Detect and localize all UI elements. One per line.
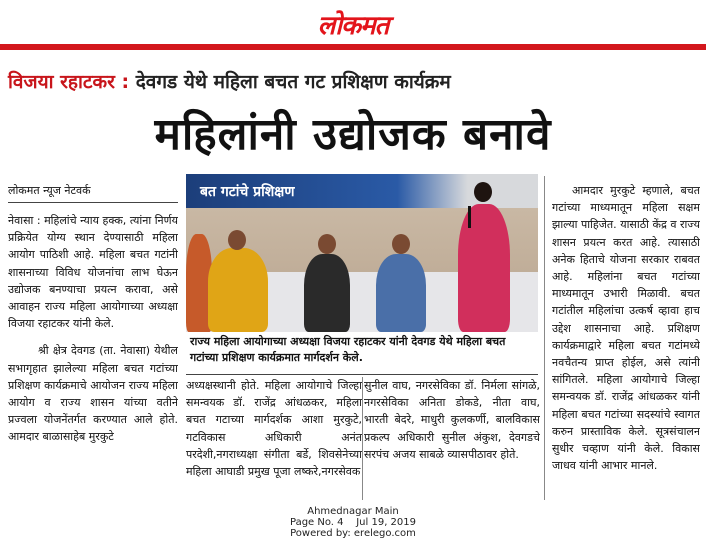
person-shape <box>304 254 350 332</box>
article-column-1 <box>8 212 178 500</box>
person-shape <box>458 204 510 332</box>
article-kicker <box>8 68 451 94</box>
article-byline: लोकमत न्यूज नेटवर्क <box>8 184 91 197</box>
column-divider <box>544 176 545 500</box>
person-head-shape <box>392 234 410 254</box>
article-headline: महिलांनी उद्योजक बनावे <box>154 109 552 160</box>
column-2-paragraph: अध्यक्षस्थानी होते. महिला आयोगाचे जिल्हा समन्वयक डॉ. राजेंद्र आंधळकर, महिला बचत गटाच्या मार्गदर्शक आशा मुरकुटे, गटविकास अधिकारी अनंत परदेशी,नगराध्यक्षा संगीता बर्डे, शिवसेनेच्या महिला आघाडी प्रमुख पूजा लष्करे,नगरसेवक <box>186 379 362 479</box>
microphone-shape <box>468 206 471 228</box>
article-column-4 <box>552 182 700 500</box>
photo-caption: राज्य महिला आयोगाच्या अध्यक्षा विजया रहाटकर यांनी देवगड येथे महिला बचत गटांच्या प्रशिक्षण कार्यक्रमात मार्गदर्शन केले. <box>190 335 506 364</box>
article-column-2 <box>186 377 362 500</box>
byline-rule <box>8 202 178 203</box>
column-1-paragraph-2: श्री क्षेत्र देवगड (ता. नेवासा) येथील सभागृहात झालेल्या महिला बचत गटांच्या प्रशिक्षण कार्यक्रमाचे आयोजन राज्य महिला आयोग व राज्य शासन यांच्या वतीने प्रज्वला योजनेंतर्गत करण्यात आले होते. आमदार बाळासाहेब मुरकुटे <box>8 344 178 444</box>
person-shape <box>376 254 426 332</box>
masthead-rule <box>0 44 706 50</box>
column-divider <box>362 377 363 500</box>
masthead <box>0 0 706 46</box>
article-column-3 <box>364 377 540 500</box>
person-head-shape <box>474 182 492 202</box>
photo-banner-text: बत गटांचे प्रशिक्षण <box>200 184 295 200</box>
kicker-text: देवगड येथे महिला बचत गट प्रशिक्षण कार्यक्रम <box>135 71 451 93</box>
lokmat-logo: लोकमत <box>317 11 389 41</box>
column-1-paragraph-1: नेवासा : महिलांचे न्याय हक्क, त्यांना निर्णय प्रक्रियेत योग्य स्थान देण्यासाठी महिला आयोग पाठिशी आहे. महिला बचत गटांनी शासनाच्या विविध योजनांचा लाभ घेऊन उद्योजक बनण्याचा प्रयत्न करावा, असे आवाहन राज्य महिला आयोगाच्या अध्यक्षा विजया रहाटकर यांनी केले. <box>8 214 178 331</box>
footer-page-date: Page No. 4 Jul 19, 2019 <box>289 517 417 528</box>
column-4-paragraph: आमदार मुरकुटे म्हणाले, बचत गटांच्या माध्यमातून महिला सक्षम झाल्या पाहिजेत. यासाठी केंद्र व राज्य शासन प्रयत्न करत आहे. त्यासाठी अनेक हिताचे योजना सरकार राबवत आहे. महिलांना बचत गटांच्या माध्यमातून उभारी मिळावी. बचत गटांतील महिलांचा उत्कर्ष व्हावा हाच उद्देश शासनाचा आहे. प्रशिक्षण कार्यक्रमाद्वारे महिला बचत गटांमध्ये नवचैतन्य प्राप्त होईल, असे त्यांनी सांगितले. महिला आयोगाचे जिल्हा समन्वयक डॉ. राजेंद्र आंधळकर यांनी महिला बचत गटांच्या सदस्यांचे स्वागत करुन प्रास्ताविक केले. सूत्रसंचालन सुधीर चव्हाण यांनी केले. विकास जाधव यांनी आभार मानले. <box>552 184 700 473</box>
footer-powered-by: Powered by: erelego.com <box>290 528 416 539</box>
person-head-shape <box>228 230 246 250</box>
person-head-shape <box>318 234 336 254</box>
footer-edition: Ahmednagar Main <box>307 506 399 517</box>
kicker-name: विजया रहाटकर : <box>8 71 130 93</box>
page-footer <box>0 506 706 539</box>
column-3-paragraph: सुनील वाघ, नगरसेविका डॉ. निर्मला सांगळे, नगरसेविका अनिता डोकडे, नीता वाघ, भारती बेदरे, माधुरी कुलकर्णी, बालविकास प्रकल्प अधिकारी सुनील अंकुश, देवगडचे सरपंच अजय साबळे व्यासपीठावर होते. <box>364 379 540 461</box>
caption-rule <box>186 374 538 375</box>
event-photo <box>186 174 538 332</box>
person-shape <box>208 248 268 332</box>
